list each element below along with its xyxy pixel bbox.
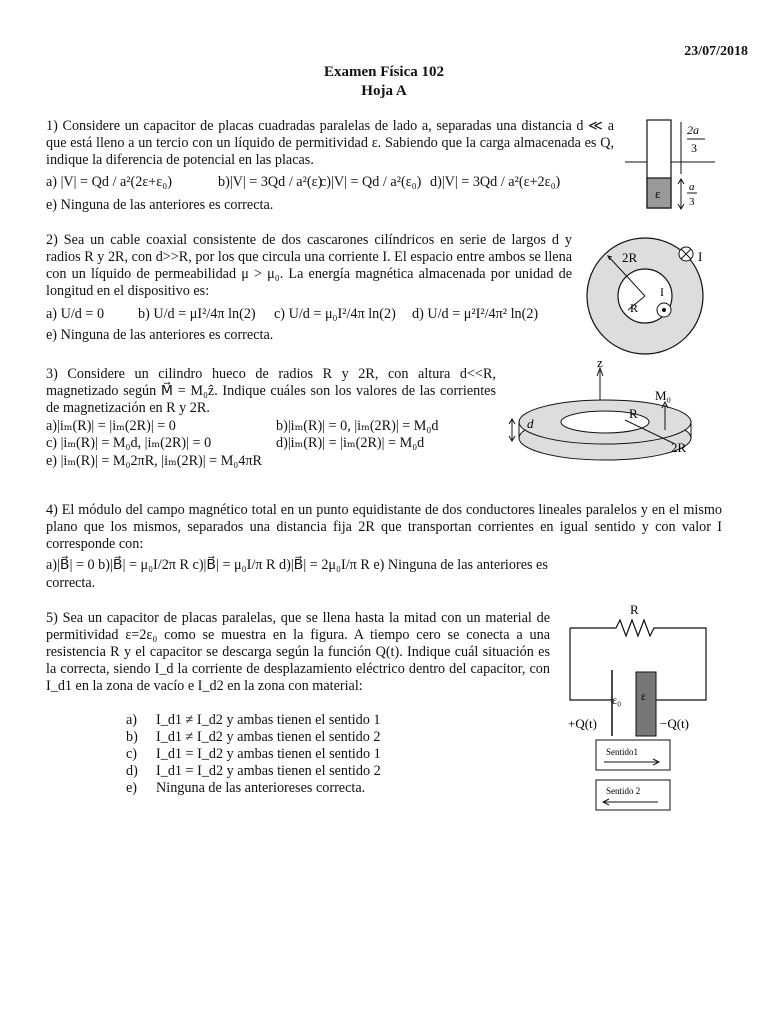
q1-bottom-den: 3 [689, 196, 695, 208]
q1-option-d: d)|V| = 3Qd / a²(ε+2ε₀) [430, 174, 561, 190]
q2-option-c: c) U/d = μ₀I²/4π ln(2) [274, 306, 396, 322]
q1-option-e: e) Ninguna de las anteriores es correcta. [46, 197, 274, 213]
q1-bottom-label: a [689, 181, 695, 193]
q3-hollow-cylinder-figure [505, 350, 715, 470]
q4-options: a)|B⃗| = 0 b)|B⃗| = μ₀I/2π R c)|B⃗| = μ₀I/π R d)|B⃗| = 2μ₀I/π R e) Ninguna de las anteriores es [46, 557, 548, 573]
q3-option-a: a)|iₘ(R)| = |iₘ(2R)| = 0 [46, 418, 176, 434]
q2-inner-radius-label: R [630, 301, 639, 315]
q5-circuit-figure [560, 600, 720, 820]
q3-m0-label: M₀ [655, 388, 672, 403]
q5-charge-plus-label: +Q(t) [568, 716, 597, 731]
exam-title: Examen Física 102 [324, 64, 444, 80]
q2-option-e: e) Ninguna de las anteriores es correcta. [46, 327, 274, 343]
q5-resistor-label: R [630, 602, 639, 617]
q2-outer-radius-label: 2R [622, 250, 638, 265]
q2-option-b: b) U/d = μI²/4π ln(2) [138, 306, 256, 322]
q3-z-label: z [597, 355, 603, 370]
q3-option-e: e) |iₘ(R)| = M₀2πR, |iₘ(2R)| = M₀4πR [46, 453, 262, 469]
q1-eps-label: ε [655, 186, 661, 201]
q5-eps0-label: ε₀ [612, 693, 622, 707]
q2-option-d: d) U/d = μ²I²/4π² ln(2) [412, 306, 539, 322]
q5-sentido1-label: Sentido1 [606, 747, 639, 757]
q5-eps-label: ε [641, 689, 647, 703]
q5-option-d: d) I_d1 = I_d2 y ambas tienen el sentido 2 [126, 763, 381, 779]
q4-options-tail: correcta. [46, 575, 96, 591]
q3-d-label: d [527, 416, 534, 431]
q5-charge-minus-label: −Q(t) [660, 716, 689, 731]
q1-top-den: 3 [691, 141, 697, 155]
q1-statement: 1) Considere un capacitor de placas cuadradas paralelas de lado a, separadas una distancia d ≪ a que está lleno a un tercio con un líquido de permitividad ε. Sabiendo que la carga almacenada es Q, indique la diferencia de potencial en las placas. [46, 118, 614, 168]
q5-option-c: c) I_d1 = I_d2 y ambas tienen el sentido 1 [126, 746, 381, 762]
q1-capacitor-figure [615, 112, 725, 216]
q3-option-b: b)|iₘ(R)| = 0, |iₘ(2R)| = M₀d [276, 418, 439, 434]
q2-current-in-label: I [660, 285, 664, 299]
q1-option-b: b)|V| = 3Qd / a²(ε) [218, 174, 323, 190]
q3-option-c: c) |iₘ(R)| = M₀d, |iₘ(2R)| = 0 [46, 435, 212, 451]
exam-date: 23/07/2018 [684, 44, 748, 59]
q5-option-a: a) I_d1 ≠ I_d2 y ambas tienen el sentido 1 [126, 712, 381, 728]
q2-statement: 2) Sea un cable coaxial consistente de dos cascarones cilíndricos en serie de largos d y radios R y 2R, con d>>R, por los que circula una corriente I. El espacio entre ambos se llena con un líquido de permeabilidad μ > μ₀. La energía magnética almacenada por unidad de longitud en el dispositivo es: [46, 232, 572, 299]
q3-statement: 3) Considere un cilindro hueco de radios R y 2R, con altura d<<R, magnetizado según M⃗ = M₀ẑ. Indique cuáles son los valores de las corrientes de magnetización en R y 2R. [46, 366, 496, 416]
q2-option-a: a) U/d = 0 [46, 306, 105, 322]
q3-option-d: d)|iₘ(R)| = |iₘ(2R)| = M₀d [276, 435, 425, 451]
q4-statement: 4) El módulo del campo magnético total en un punto equidistante de dos conductores lineales paralelos y en el mismo plano que los mismos, separados una distancia fija 2R que transportan corrientes en igual sentido y con valor I corresponde con: [46, 502, 722, 552]
q5-options [46, 712, 381, 797]
q1-top-label: 2a [687, 123, 699, 137]
q5-sentido2-label: Sentido 2 [606, 786, 641, 796]
q3-r-label: R [629, 406, 638, 421]
q5-option-e: e) Ninguna de las anterioreses correcta. [126, 780, 366, 796]
q3-2r-label: 2R [671, 440, 687, 455]
q2-coaxial-figure [582, 232, 722, 362]
q5-statement: 5) Sea un capacitor de placas paralelas, que se llena hasta la mitad con un material de permitividad ε=2ε₀ como se muestra en la figura. A tiempo cero se conecta a una resistencia R y el capacitor se descarga según la función Q(t). Indique cuál situación es la correcta, siendo I_d la corriente de desplazamiento eléctrico dentro del capacitor, con I_d1 en la zona de vacío e I_d2 en la zona con material: [46, 610, 550, 694]
q1-option-a: a) |V| = Qd / a²(2ε+ε₀) [46, 174, 172, 190]
q2-current-out-label: I [698, 249, 703, 264]
q5-option-b: b) I_d1 ≠ I_d2 y ambas tienen el sentido 2 [126, 729, 381, 745]
exam-subtitle: Hoja A [361, 83, 407, 99]
q1-option-c: c)|V| = Qd / a²(ε₀) [320, 174, 422, 190]
